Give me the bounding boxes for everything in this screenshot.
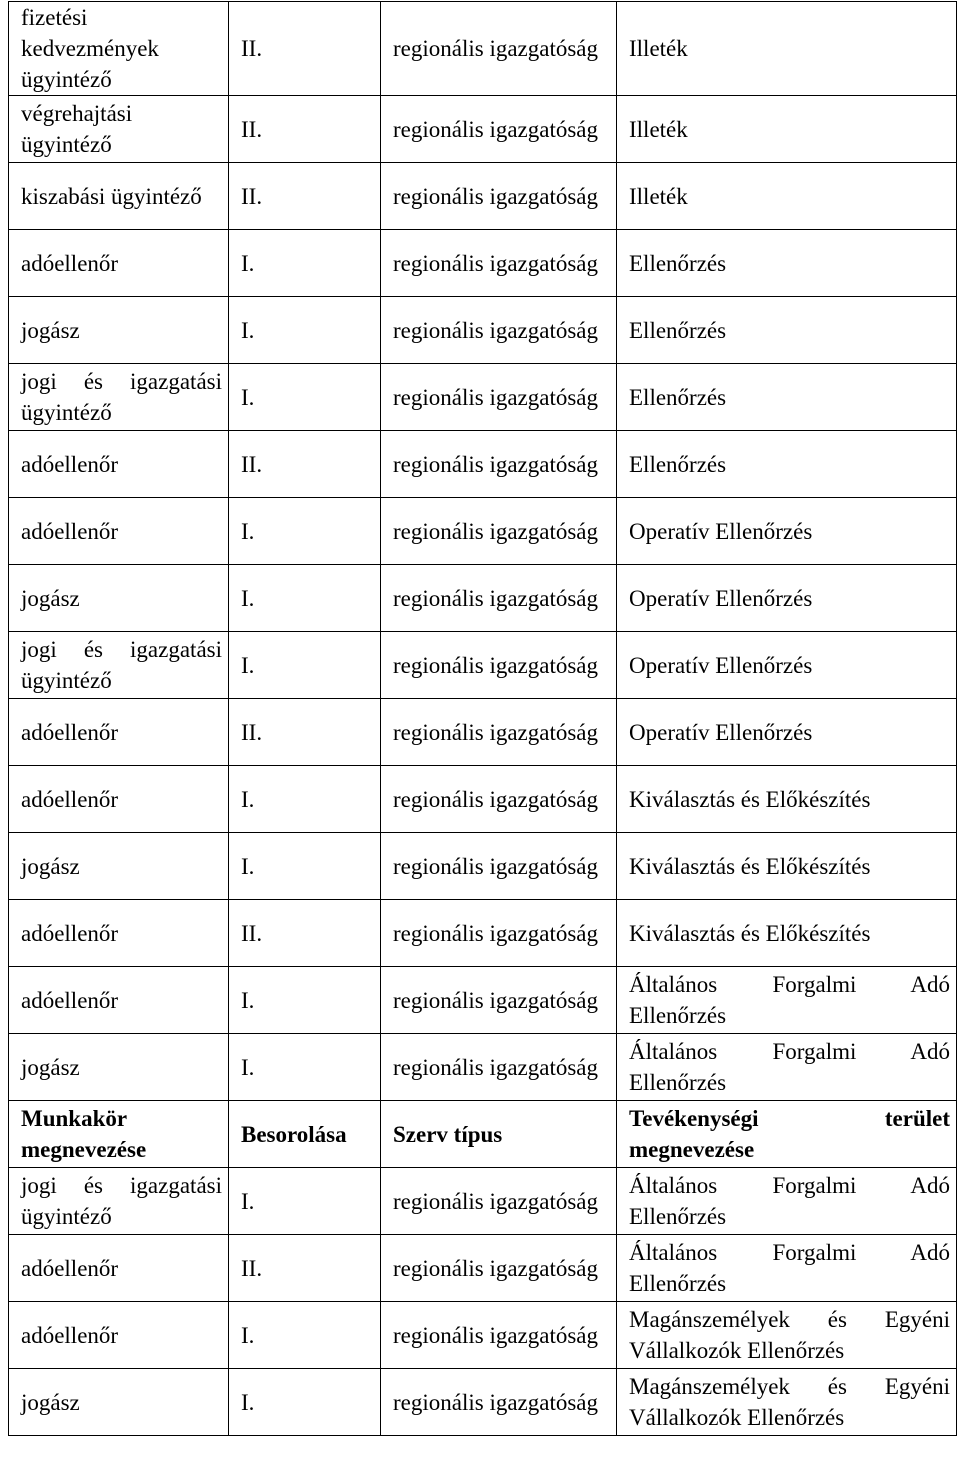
job-name-cell: adóellenőr bbox=[9, 766, 229, 833]
org-type-cell: regionális igazgatóság bbox=[381, 632, 617, 699]
grade-cell: I. bbox=[229, 230, 381, 297]
job-name-cell: adóellenőr bbox=[9, 699, 229, 766]
job-name-cell: adóellenőr bbox=[9, 967, 229, 1034]
table-row bbox=[9, 163, 957, 230]
grade-cell: I. bbox=[229, 297, 381, 364]
grade-cell: I. bbox=[229, 1369, 381, 1436]
activity-area-cell: Illeték bbox=[617, 163, 957, 230]
table-row bbox=[9, 1302, 957, 1369]
grade-cell: I. bbox=[229, 967, 381, 1034]
job-name-cell: fizetési kedvezmények ügyintéző bbox=[9, 2, 229, 96]
table-row bbox=[9, 1168, 957, 1235]
job-name-cell: jogász bbox=[9, 833, 229, 900]
org-type-cell: regionális igazgatóság bbox=[381, 364, 617, 431]
table-row bbox=[9, 833, 957, 900]
header-grade: Besorolása bbox=[229, 1101, 381, 1168]
org-type-cell: regionális igazgatóság bbox=[381, 766, 617, 833]
activity-area-cell: Ellenőrzés bbox=[617, 230, 957, 297]
job-name-cell: jogi és igazgatási ügyintéző bbox=[9, 364, 229, 431]
job-name-cell: adóellenőr bbox=[9, 900, 229, 967]
grade-cell: I. bbox=[229, 1168, 381, 1235]
activity-area-cell: Operatív Ellenőrzés bbox=[617, 632, 957, 699]
table-row bbox=[9, 431, 957, 498]
table-row bbox=[9, 900, 957, 967]
job-name-cell: adóellenőr bbox=[9, 431, 229, 498]
org-type-cell: regionális igazgatóság bbox=[381, 1369, 617, 1436]
grade-cell: I. bbox=[229, 498, 381, 565]
activity-area-cell: Ellenőrzés bbox=[617, 431, 957, 498]
job-name-cell: végrehajtási ügyintéző bbox=[9, 96, 229, 163]
job-name-cell: jogi és igazgatási ügyintéző bbox=[9, 1168, 229, 1235]
table-row bbox=[9, 498, 957, 565]
job-name-cell: jogász bbox=[9, 297, 229, 364]
activity-area-cell: Illeték bbox=[617, 96, 957, 163]
job-name-cell: kiszabási ügyintéző bbox=[9, 163, 229, 230]
job-name-cell: jogász bbox=[9, 1034, 229, 1101]
grade-cell: I. bbox=[229, 766, 381, 833]
org-type-cell: regionális igazgatóság bbox=[381, 900, 617, 967]
activity-area-cell: Illeték bbox=[617, 2, 957, 96]
org-type-cell: regionális igazgatóság bbox=[381, 1168, 617, 1235]
activity-area-cell: Operatív Ellenőrzés bbox=[617, 498, 957, 565]
table-row bbox=[9, 699, 957, 766]
job-positions-table bbox=[8, 1, 957, 1436]
activity-area-cell: Általános Forgalmi Adó Ellenőrzés bbox=[617, 1235, 957, 1302]
header-job-name: Munkakör megnevezése bbox=[9, 1101, 229, 1168]
grade-cell: II. bbox=[229, 2, 381, 96]
activity-area-cell: Operatív Ellenőrzés bbox=[617, 565, 957, 632]
grade-cell: II. bbox=[229, 900, 381, 967]
grade-cell: I. bbox=[229, 364, 381, 431]
activity-area-cell: Magánszemélyek és Egyéni Vállalkozók Ellenőrzés bbox=[617, 1369, 957, 1436]
org-type-cell: regionális igazgatóság bbox=[381, 1302, 617, 1369]
activity-area-cell: Általános Forgalmi Adó Ellenőrzés bbox=[617, 1168, 957, 1235]
org-type-cell: regionális igazgatóság bbox=[381, 565, 617, 632]
job-name-cell: adóellenőr bbox=[9, 230, 229, 297]
grade-cell: I. bbox=[229, 833, 381, 900]
grade-cell: II. bbox=[229, 96, 381, 163]
table-row bbox=[9, 230, 957, 297]
job-name-cell: adóellenőr bbox=[9, 498, 229, 565]
org-type-cell: regionális igazgatóság bbox=[381, 833, 617, 900]
table-header-row bbox=[9, 1101, 957, 1168]
header-activity-area: Tevékenységi terület megnevezése bbox=[617, 1101, 957, 1168]
grade-cell: II. bbox=[229, 163, 381, 230]
org-type-cell: regionális igazgatóság bbox=[381, 431, 617, 498]
job-name-cell: jogi és igazgatási ügyintéző bbox=[9, 632, 229, 699]
table-row bbox=[9, 364, 957, 431]
table-row bbox=[9, 967, 957, 1034]
activity-area-cell: Ellenőrzés bbox=[617, 364, 957, 431]
org-type-cell: regionális igazgatóság bbox=[381, 230, 617, 297]
grade-cell: I. bbox=[229, 565, 381, 632]
activity-area-cell: Magánszemélyek és Egyéni Vállalkozók Ellenőrzés bbox=[617, 1302, 957, 1369]
org-type-cell: regionális igazgatóság bbox=[381, 2, 617, 96]
table-row bbox=[9, 632, 957, 699]
org-type-cell: regionális igazgatóság bbox=[381, 1235, 617, 1302]
org-type-cell: regionális igazgatóság bbox=[381, 498, 617, 565]
job-name-cell: jogász bbox=[9, 565, 229, 632]
org-type-cell: regionális igazgatóság bbox=[381, 1034, 617, 1101]
job-name-cell: adóellenőr bbox=[9, 1235, 229, 1302]
table-row bbox=[9, 1235, 957, 1302]
grade-cell: I. bbox=[229, 1302, 381, 1369]
activity-area-cell: Ellenőrzés bbox=[617, 297, 957, 364]
activity-area-cell: Általános Forgalmi Adó Ellenőrzés bbox=[617, 967, 957, 1034]
table-row bbox=[9, 96, 957, 163]
table-row bbox=[9, 565, 957, 632]
activity-area-cell: Kiválasztás és Előkészítés bbox=[617, 766, 957, 833]
grade-cell: I. bbox=[229, 1034, 381, 1101]
grade-cell: II. bbox=[229, 699, 381, 766]
activity-area-cell: Általános Forgalmi Adó Ellenőrzés bbox=[617, 1034, 957, 1101]
org-type-cell: regionális igazgatóság bbox=[381, 297, 617, 364]
grade-cell: I. bbox=[229, 632, 381, 699]
job-name-cell: jogász bbox=[9, 1369, 229, 1436]
activity-area-cell: Operatív Ellenőrzés bbox=[617, 699, 957, 766]
org-type-cell: regionális igazgatóság bbox=[381, 699, 617, 766]
header-org-type: Szerv típus bbox=[381, 1101, 617, 1168]
table-row bbox=[9, 297, 957, 364]
activity-area-cell: Kiválasztás és Előkészítés bbox=[617, 833, 957, 900]
activity-area-cell: Kiválasztás és Előkészítés bbox=[617, 900, 957, 967]
grade-cell: II. bbox=[229, 1235, 381, 1302]
org-type-cell: regionális igazgatóság bbox=[381, 96, 617, 163]
org-type-cell: regionális igazgatóság bbox=[381, 967, 617, 1034]
table-row bbox=[9, 1034, 957, 1101]
table-row bbox=[9, 766, 957, 833]
org-type-cell: regionális igazgatóság bbox=[381, 163, 617, 230]
grade-cell: II. bbox=[229, 431, 381, 498]
table-row bbox=[9, 2, 957, 96]
table-row bbox=[9, 1369, 957, 1436]
job-name-cell: adóellenőr bbox=[9, 1302, 229, 1369]
